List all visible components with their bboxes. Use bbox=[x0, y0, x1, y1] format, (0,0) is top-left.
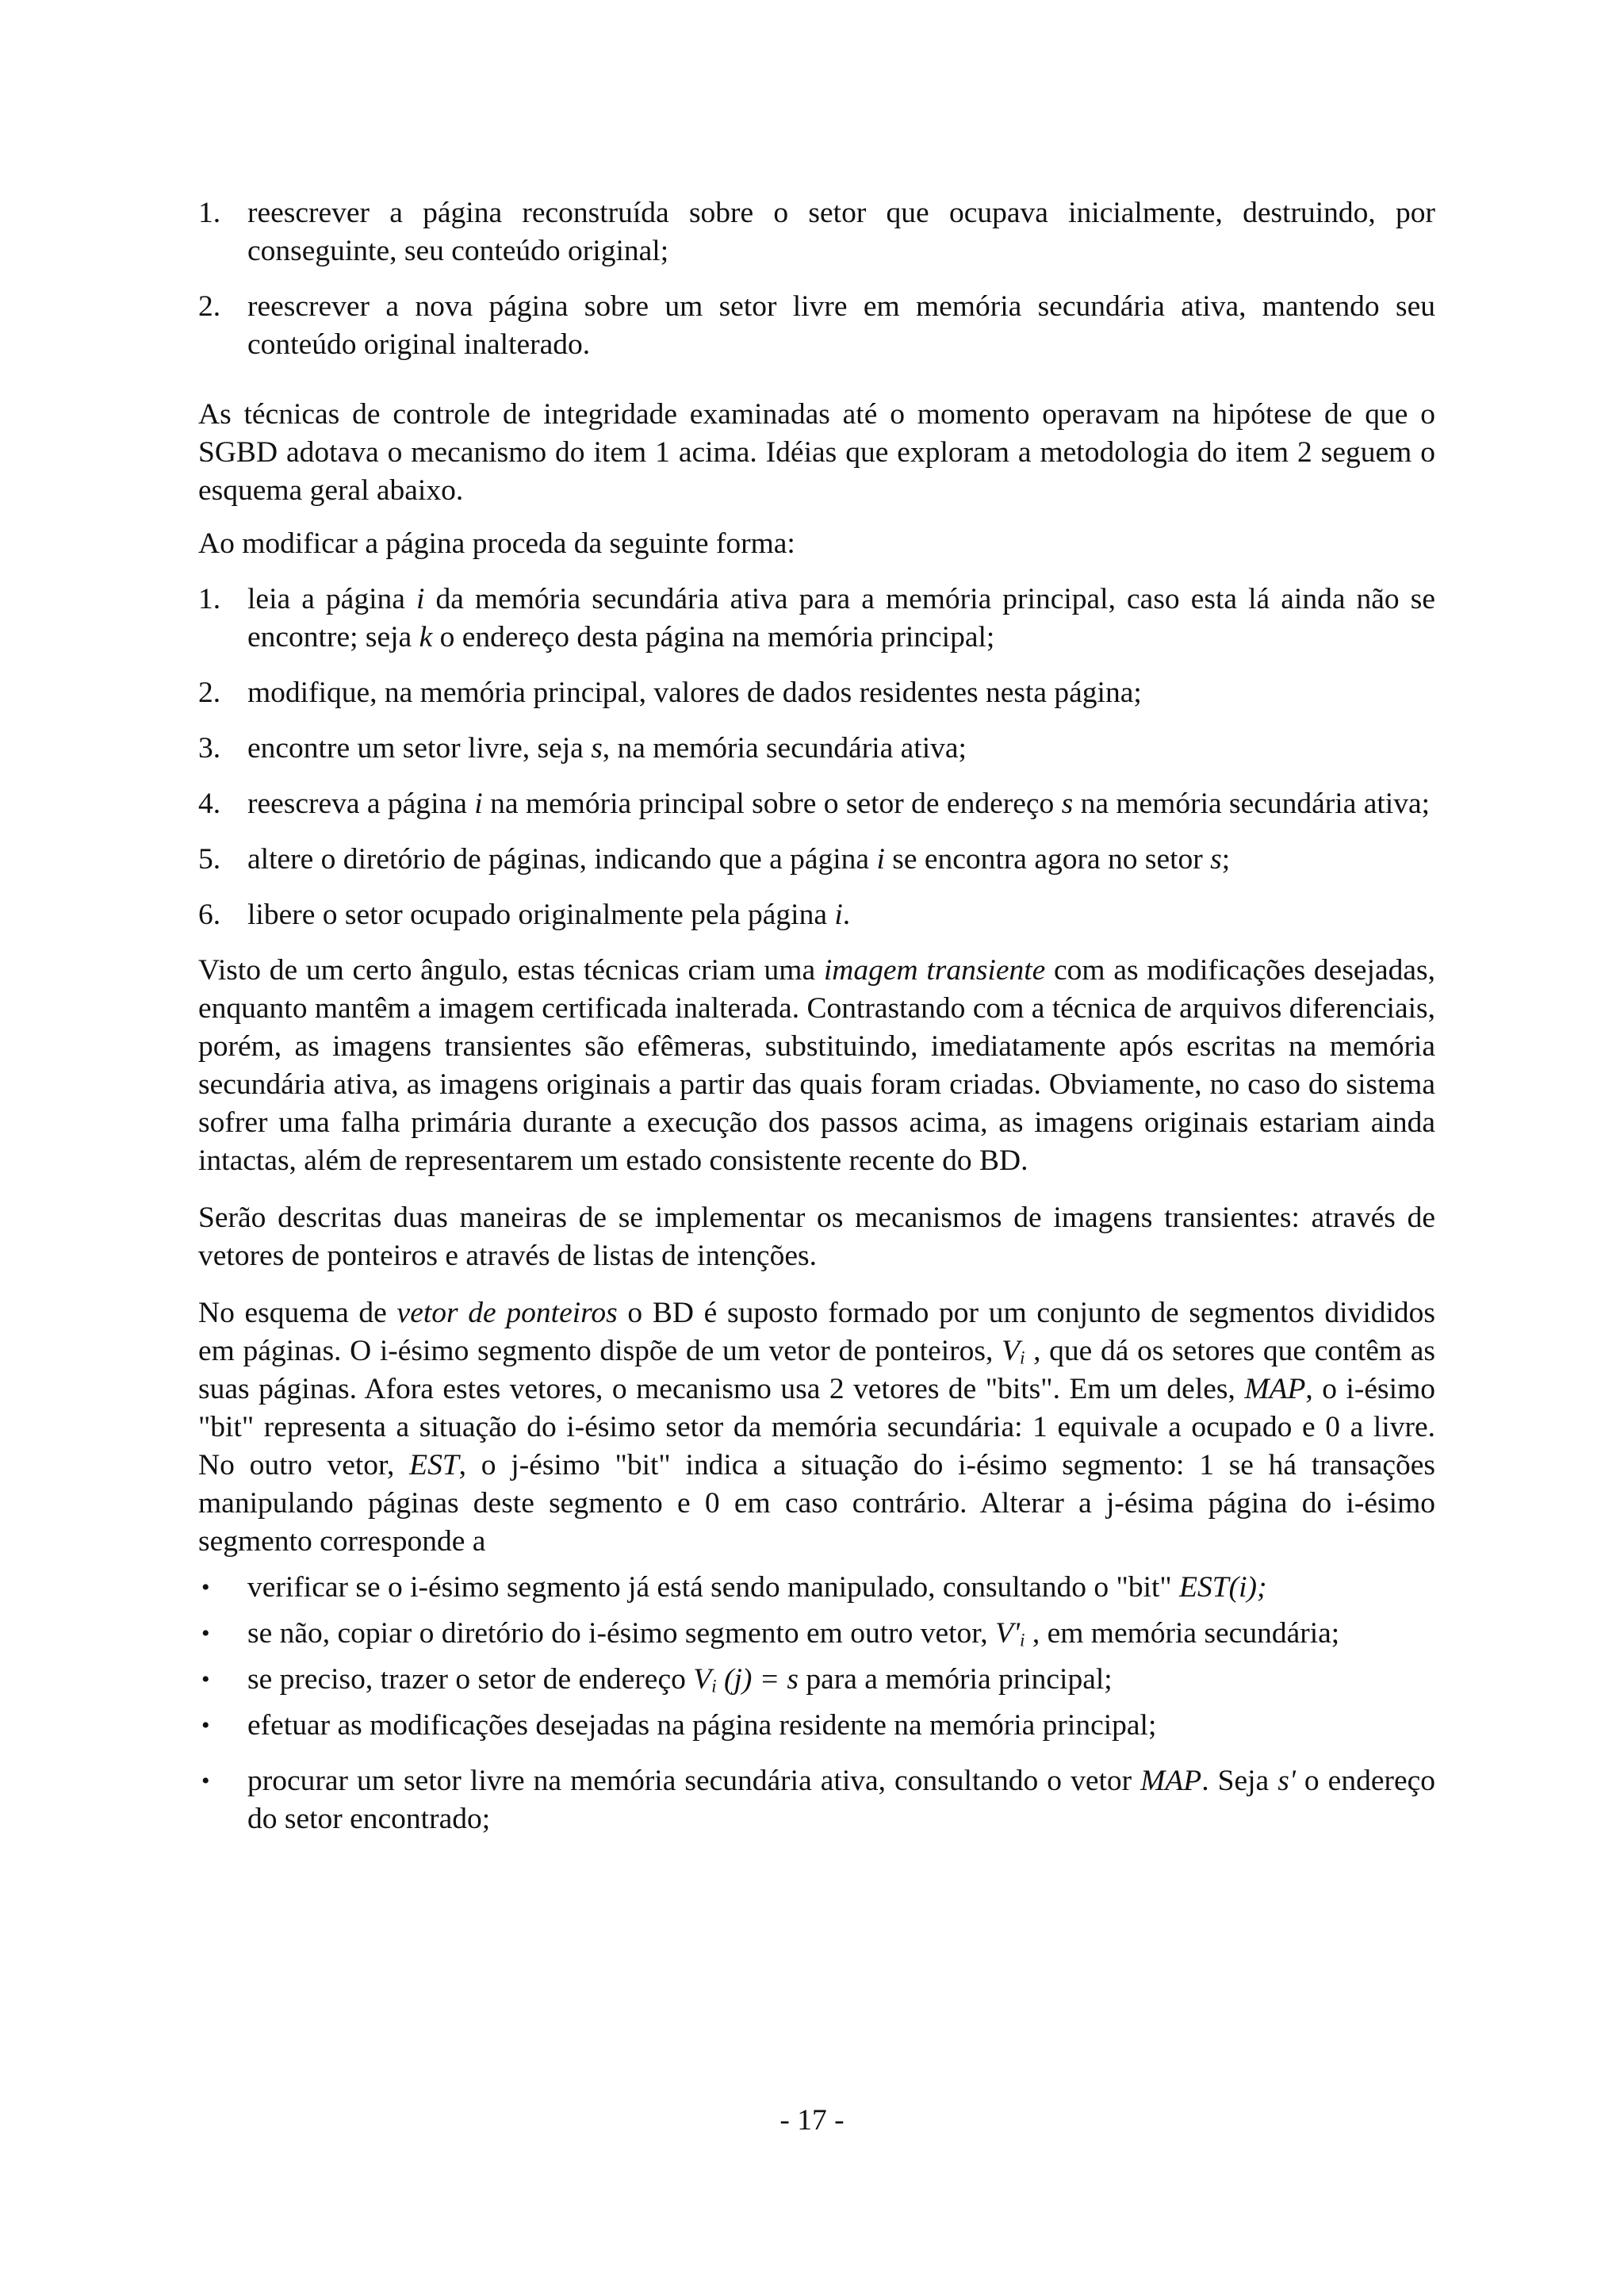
list-number: 1. bbox=[198, 583, 221, 615]
text-run: No esquema de bbox=[198, 1297, 397, 1329]
text-run: na memória secundária ativa; bbox=[1073, 788, 1431, 820]
list-item bbox=[198, 288, 1435, 364]
emphasis: EST(i); bbox=[1179, 1571, 1267, 1604]
text-run: com as modificações desejadas, enquanto mantêm a imagem certificada inalterada. Contrastando com a técnica de arquivos diferenciais, porém, as imagens transientes são efêmeras, substituindo, imediatamente após escritas na memória secundária ativa, as imagens originais a partir das quais foram criadas. Obviamente, no caso do sistema sofrer uma falha primária durante a execução dos passos acima, as imagens originais estariam ainda intactas, além de representarem um estado consistente recente do BD. bbox=[198, 954, 1435, 1177]
list-number: 1. bbox=[198, 197, 221, 229]
text-run: leia a página bbox=[247, 583, 416, 615]
document-body bbox=[198, 194, 1435, 1838]
variable: s bbox=[1210, 843, 1222, 876]
variable: V bbox=[1002, 1335, 1020, 1367]
bullet-item bbox=[198, 1707, 1435, 1745]
text-run: verificar se o i-ésimo segmento já está sendo manipulado, consultando o "bit" bbox=[247, 1571, 1180, 1604]
text-run: , que dá os setores que contêm as suas páginas. Afora estes vetores, o mecanismo usa 2 vetores de "bits". Em um deles, bbox=[198, 1335, 1436, 1405]
list-item bbox=[198, 841, 1435, 879]
emphasis: vetor de ponteiros bbox=[396, 1297, 618, 1329]
bullet-item bbox=[198, 1661, 1435, 1699]
variable: i bbox=[876, 843, 885, 876]
list-item bbox=[198, 896, 1435, 934]
text-run: , o i-ésimo "bit" representa a situação do i-ésimo setor da memória secundária: 1 equivale a ocupado e 0 a livre. No outro vetor, bbox=[198, 1373, 1435, 1481]
variable: k bbox=[419, 621, 433, 654]
variable: i bbox=[416, 583, 425, 615]
bullet-icon: • bbox=[201, 1712, 210, 1738]
text-run: altere o diretório de páginas, indicando que a página bbox=[247, 843, 877, 876]
list-number: 4. bbox=[198, 788, 221, 820]
text-run: , o j-ésimo "bit" indica a situação do i-ésimo segmento: 1 se há transações manipulando páginas deste segmento e 0 em caso contrário. Alterar a j-ésima página do i-ésimo segmento corresponde a bbox=[198, 1449, 1435, 1558]
text-run: se preciso, trazer o setor de endereço bbox=[247, 1663, 694, 1696]
paragraph bbox=[198, 1294, 1435, 1561]
emphasis: EST bbox=[409, 1449, 459, 1481]
list-item bbox=[198, 581, 1435, 657]
list-item bbox=[198, 730, 1435, 768]
variable: i bbox=[834, 899, 843, 931]
text-run: reescreva a página bbox=[247, 788, 475, 820]
paragraph: Serão descritas duas maneiras de se implementar os mecanismos de imagens transientes: através de vetores de ponteiros e através de listas de intenções. bbox=[198, 1202, 1435, 1272]
list-number: 3. bbox=[198, 732, 221, 765]
list-item bbox=[198, 674, 1435, 712]
emphasis: (j) = s bbox=[716, 1663, 799, 1696]
paragraph: As técnicas de controle de integridade examinadas até o momento operavam na hipótese de que o SGBD adotava o mecanismo do item 1 acima. Idéias que exploram a metodologia do item 2 seguem o esquema geral abaixo. bbox=[198, 398, 1435, 507]
list-number: 2. bbox=[198, 290, 221, 323]
text-run: encontre um setor livre, seja bbox=[247, 732, 592, 765]
text-run: libere o setor ocupado originalmente pela página bbox=[247, 899, 835, 931]
text-run: se encontra agora no setor bbox=[884, 843, 1211, 876]
text-run: ; bbox=[1221, 843, 1231, 876]
bullet-icon: • bbox=[201, 1768, 210, 1794]
bullet-icon: • bbox=[201, 1574, 210, 1600]
emphasis: s' bbox=[1277, 1765, 1296, 1797]
text-run: se não, copiar o diretório do i-ésimo segmento em outro vetor, bbox=[247, 1617, 996, 1650]
subscript: i bbox=[711, 1676, 717, 1697]
list-number: 6. bbox=[198, 899, 221, 931]
variable: i bbox=[474, 788, 483, 820]
subscript: i bbox=[1020, 1630, 1025, 1651]
list-number: 5. bbox=[198, 843, 221, 876]
text-run: Visto de um certo ângulo, estas técnicas criam uma bbox=[198, 954, 824, 987]
bullet-item bbox=[198, 1615, 1435, 1653]
list-item-text: reescrever a página reconstruída sobre o setor que ocupava inicialmente, destruindo, por conseguinte, seu conteúdo original; bbox=[247, 197, 1435, 267]
bullet-icon: • bbox=[201, 1620, 210, 1646]
text-run: , em memória secundária; bbox=[1025, 1617, 1340, 1650]
subscript: i bbox=[1019, 1347, 1025, 1369]
text-run: , na memória secundária ativa; bbox=[602, 732, 967, 765]
text-run: procurar um setor livre na memória secundária ativa, consultando o vetor bbox=[247, 1765, 1141, 1797]
text-run: efetuar as modificações desejadas na página residente na memória principal; bbox=[247, 1709, 1157, 1742]
variable: V bbox=[693, 1663, 712, 1696]
emphasis: MAP bbox=[1140, 1765, 1202, 1797]
variable: V' bbox=[995, 1617, 1020, 1650]
text-run: o BD é suposto formado por um conjunto de segmentos divididos em páginas. O i-ésimo segmento dispõe de um vetor de ponteiros, bbox=[198, 1297, 1436, 1367]
text-run: da memória secundária ativa para a memória principal, caso esta lá ainda não se encontre; seja bbox=[247, 583, 1435, 654]
text-run: o endereço desta página na memória principal; bbox=[432, 621, 995, 654]
text-run: para a memória principal; bbox=[799, 1663, 1113, 1696]
bullet-icon: • bbox=[201, 1666, 210, 1692]
text-run: na memória principal sobre o setor de endereço bbox=[482, 788, 1062, 820]
variable: s bbox=[1061, 788, 1074, 820]
text-run: . bbox=[842, 899, 851, 931]
list-item bbox=[198, 785, 1435, 823]
list-number: 2. bbox=[198, 677, 221, 709]
variable: s bbox=[591, 732, 603, 765]
list-item-text: reescrever a nova página sobre um setor livre em memória secundária ativa, mantendo seu conteúdo original inalterado. bbox=[247, 290, 1435, 361]
page-number: - 17 - bbox=[779, 2104, 845, 2137]
emphasis: MAP bbox=[1244, 1373, 1306, 1405]
text-run: . Seja bbox=[1201, 1765, 1278, 1797]
list-item bbox=[198, 194, 1435, 270]
emphasis: imagem transiente bbox=[823, 954, 1046, 987]
list-item-text: modifique, na memória principal, valores de dados residentes nesta página; bbox=[247, 677, 1142, 709]
bullet-item bbox=[198, 1569, 1435, 1607]
paragraph: Ao modificar a página proceda da seguinte forma: bbox=[198, 527, 795, 560]
text-run: o endereço do setor encontrado; bbox=[247, 1765, 1435, 1835]
paragraph bbox=[198, 952, 1435, 1180]
bullet-item bbox=[198, 1762, 1435, 1838]
